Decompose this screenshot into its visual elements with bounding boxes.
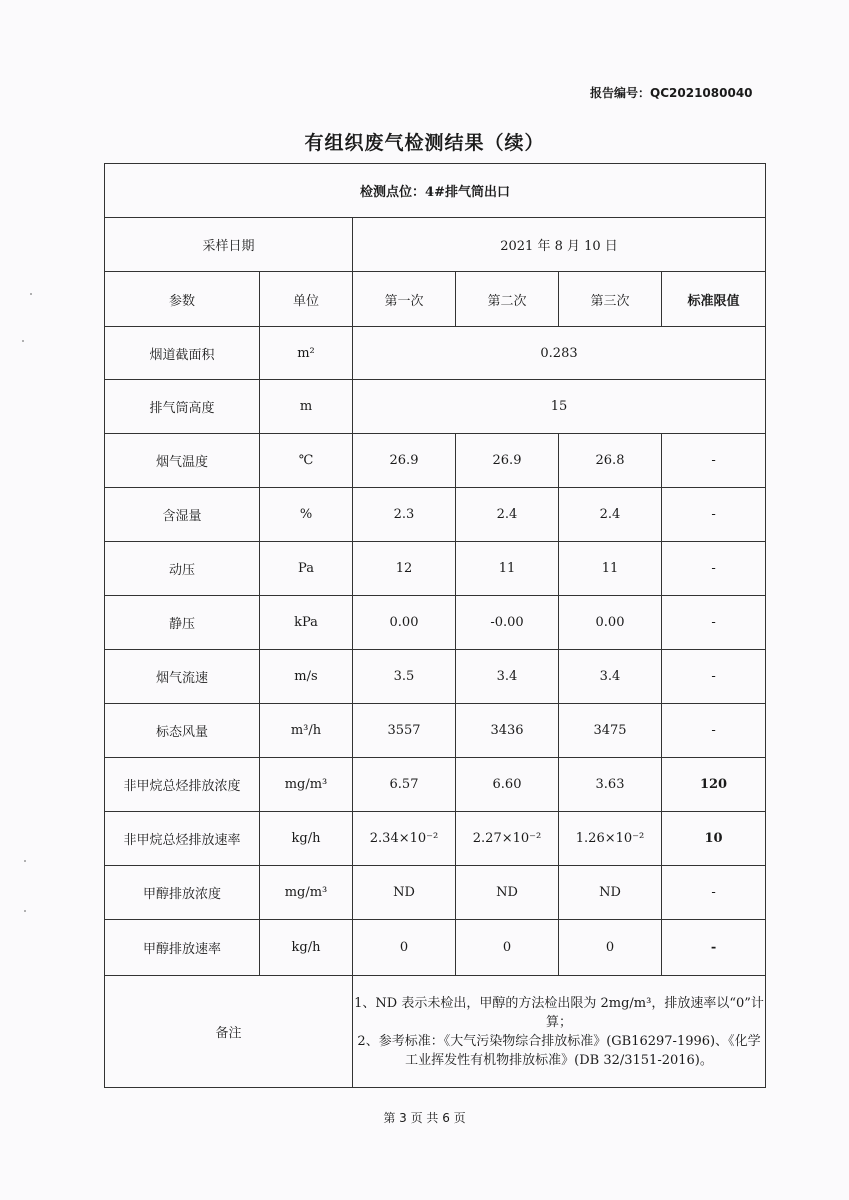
scan-speck [30, 293, 32, 295]
header-limit: 标准限值 [662, 272, 766, 327]
value-second: 3436 [456, 704, 559, 758]
param-name: 甲醇排放速率 [105, 920, 260, 976]
header-unit: 单位 [260, 272, 353, 327]
value-limit: - [662, 650, 766, 704]
param-unit: m [260, 380, 353, 434]
value-third: 3.63 [559, 758, 662, 812]
table-row [105, 596, 766, 650]
table-row [105, 488, 766, 542]
param-unit: ℃ [260, 434, 353, 488]
value-first: 6.57 [353, 758, 456, 812]
param-name: 排气筒高度 [105, 380, 260, 434]
table-row [105, 704, 766, 758]
table-row [105, 920, 766, 976]
value-limit: 10 [662, 812, 766, 866]
scan-speck [24, 860, 26, 862]
value-second: 0 [456, 920, 559, 976]
location-label: 检测点位： [360, 185, 426, 200]
value-limit: - [662, 704, 766, 758]
param-name: 烟气流速 [105, 650, 260, 704]
header-first: 第一次 [353, 272, 456, 327]
value-second: 2.27×10⁻² [456, 812, 559, 866]
value-limit: - [662, 434, 766, 488]
value-second: ND [456, 866, 559, 920]
param-name: 标态风量 [105, 704, 260, 758]
location-cell [105, 164, 766, 218]
report-number-value: QC2021080040 [650, 86, 753, 100]
value-third: 26.8 [559, 434, 662, 488]
value-limit: - [662, 920, 766, 976]
param-name: 非甲烷总烃排放速率 [105, 812, 260, 866]
value-first: 2.34×10⁻² [353, 812, 456, 866]
remark-1: 1、ND 表示未检出，甲醇的方法检出限为 2mg/m³，排放速率以“0”计算； [354, 995, 764, 1030]
param-name: 烟道截面积 [105, 327, 260, 380]
value-first: 26.9 [353, 434, 456, 488]
value-second: 26.9 [456, 434, 559, 488]
location-value: 4#排气筒出口 [425, 185, 510, 200]
value-first: 2.3 [353, 488, 456, 542]
report-number-label: 报告编号： [590, 86, 651, 100]
remarks-label: 备注 [105, 976, 353, 1088]
table-row [105, 650, 766, 704]
value-third: 2.4 [559, 488, 662, 542]
value-third: 1.26×10⁻² [559, 812, 662, 866]
remarks-content [353, 976, 766, 1088]
page-footer: 第 3 页 共 6 页 [383, 1111, 466, 1125]
value-third: 0.00 [559, 596, 662, 650]
param-name: 烟气温度 [105, 434, 260, 488]
value-third: ND [559, 866, 662, 920]
value-second: 3.4 [456, 650, 559, 704]
value-limit: - [662, 596, 766, 650]
scan-speck [24, 910, 26, 912]
value-limit: - [662, 866, 766, 920]
param-name: 甲醇排放浓度 [105, 866, 260, 920]
table-row [105, 758, 766, 812]
param-unit: mg/m³ [260, 866, 353, 920]
header-param: 参数 [105, 272, 260, 327]
value-limit: - [662, 542, 766, 596]
value-limit: - [662, 488, 766, 542]
param-unit: kPa [260, 596, 353, 650]
header-third: 第三次 [559, 272, 662, 327]
value-second: 2.4 [456, 488, 559, 542]
date-value: 2021 年 8 月 10 日 [353, 218, 766, 272]
value-third: 3475 [559, 704, 662, 758]
table-row [105, 327, 766, 380]
value-second: -0.00 [456, 596, 559, 650]
value-first: 0.00 [353, 596, 456, 650]
header-second: 第二次 [456, 272, 559, 327]
param-unit: Pa [260, 542, 353, 596]
remark-2: 2、参考标准：《大气污染物综合排放标准》(GB16297-1996)、《化学工业挥发性有机物排放标准》(DB 32/3151-2016)。 [357, 1033, 761, 1068]
table-row [105, 380, 766, 434]
scan-speck [22, 340, 24, 342]
param-unit: m³/h [260, 704, 353, 758]
param-unit: mg/m³ [260, 758, 353, 812]
param-name: 非甲烷总烃排放浓度 [105, 758, 260, 812]
value-first: 12 [353, 542, 456, 596]
value-first: 3.5 [353, 650, 456, 704]
param-unit: kg/h [260, 812, 353, 866]
value-second: 11 [456, 542, 559, 596]
table-row [105, 866, 766, 920]
table-row [105, 812, 766, 866]
value-second: 6.60 [456, 758, 559, 812]
date-row [105, 218, 766, 272]
value-first: ND [353, 866, 456, 920]
remarks-row [105, 976, 766, 1088]
value-limit: 120 [662, 758, 766, 812]
value-first: 0 [353, 920, 456, 976]
page-title: 有组织废气检测结果（续） [304, 132, 545, 154]
value-third: 3.4 [559, 650, 662, 704]
param-unit: % [260, 488, 353, 542]
value-third: 11 [559, 542, 662, 596]
header-row [105, 272, 766, 327]
table-row [105, 542, 766, 596]
report-number [590, 84, 753, 101]
param-value: 15 [353, 380, 766, 434]
results-table [104, 163, 766, 1088]
location-row [105, 164, 766, 218]
param-unit: kg/h [260, 920, 353, 976]
date-label: 采样日期 [105, 218, 353, 272]
param-unit: m² [260, 327, 353, 380]
param-name: 动压 [105, 542, 260, 596]
param-value: 0.283 [353, 327, 766, 380]
value-third: 0 [559, 920, 662, 976]
param-name: 含湿量 [105, 488, 260, 542]
table-row [105, 434, 766, 488]
value-first: 3557 [353, 704, 456, 758]
param-unit: m/s [260, 650, 353, 704]
param-name: 静压 [105, 596, 260, 650]
